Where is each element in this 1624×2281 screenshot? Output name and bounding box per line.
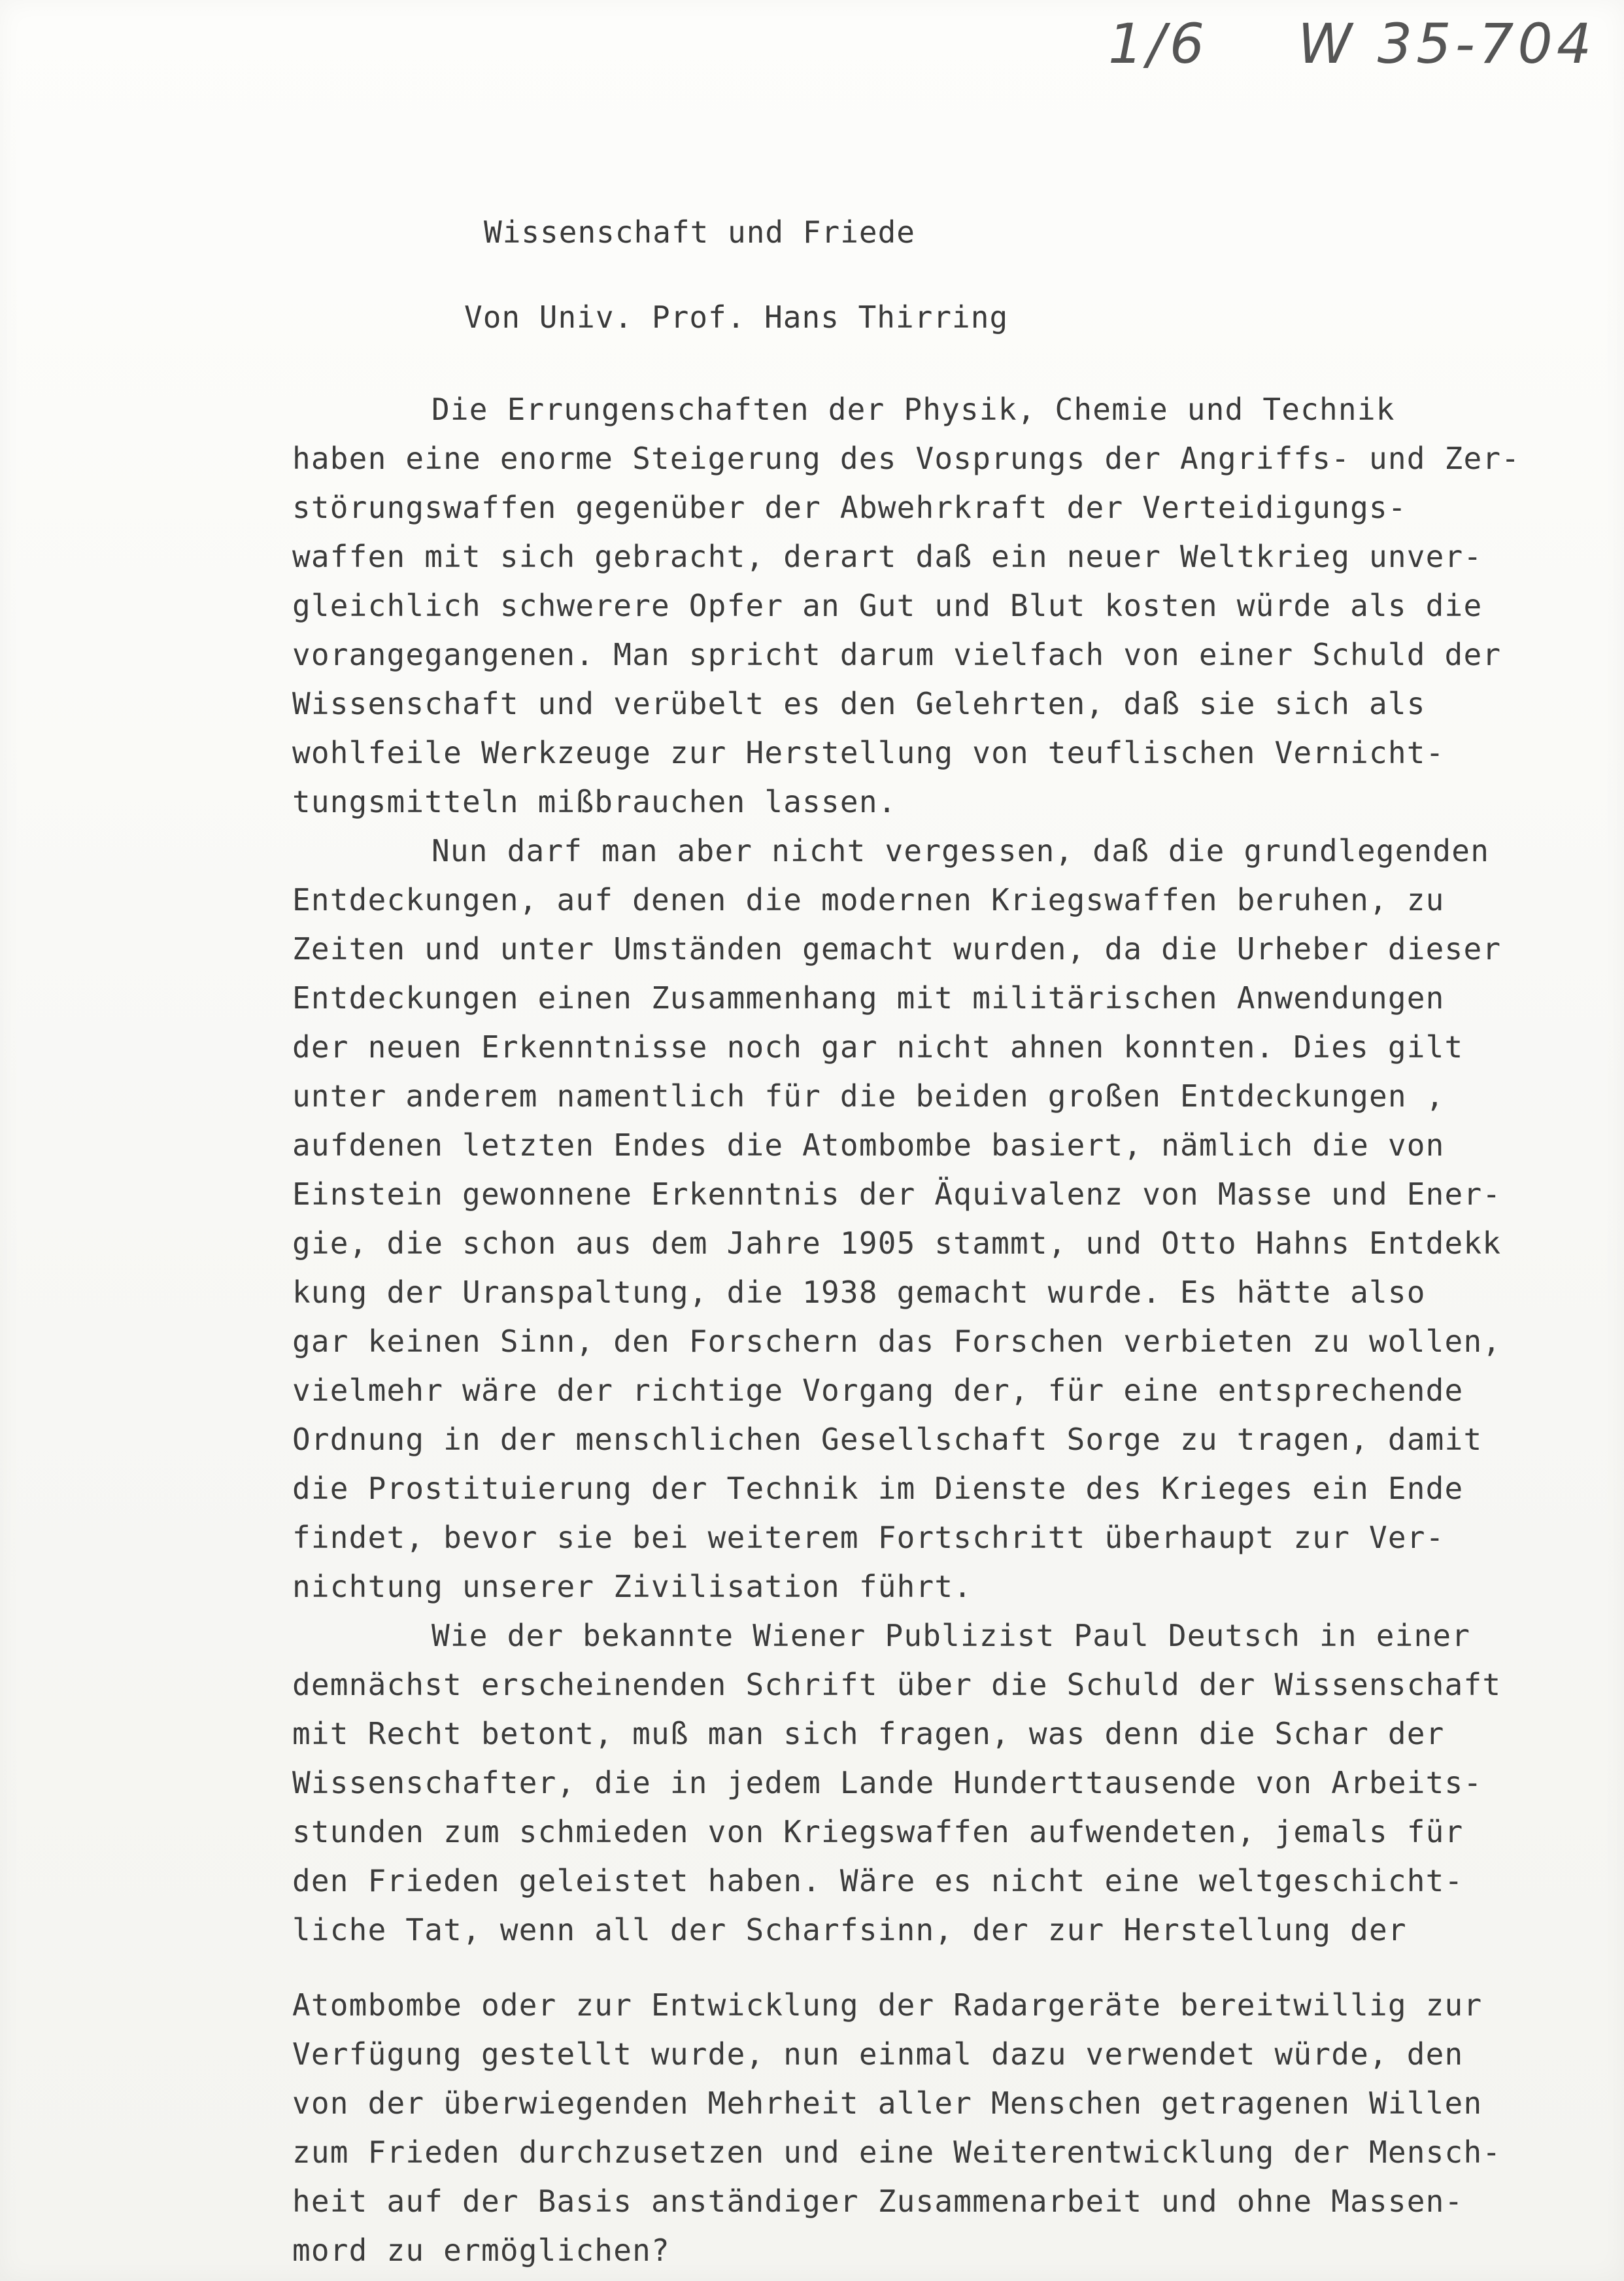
- text-line: gie, die schon aus dem Jahre 1905 stammt, und Otto Hahns Entdekk: [292, 1226, 1502, 1261]
- text-line: die Prostituierung der Technik im Dienste des Krieges ein Ende: [292, 1471, 1464, 1506]
- text-line: Wie der bekannte Wiener Publizist Paul Deutsch in einer: [431, 1618, 1471, 1653]
- text-line: liche Tat, wenn all der Scharfsinn, der zur Herstellung der: [292, 1912, 1407, 1947]
- text-line: kung der Uranspaltung, die 1938 gemacht wurde. Es hätte also: [292, 1275, 1426, 1310]
- text-line: gar keinen Sinn, den Forschern das Forschen verbieten zu wollen,: [292, 1324, 1502, 1359]
- text-line: Wissenschafter, die in jedem Lande Hunderttausende von Arbeits-: [292, 1765, 1483, 1800]
- text-line: der neuen Erkenntnisse noch gar nicht ahnen konnten. Dies gilt: [292, 1029, 1464, 1065]
- document-author: Von Univ. Prof. Hans Thirring: [464, 300, 1009, 335]
- text-line: störungswaffen gegenüber der Abwehrkraft der Verteidigungs-: [292, 490, 1407, 525]
- text-line: von der überwiegenden Mehrheit aller Menschen getragenen Willen: [292, 2085, 1483, 2121]
- document-title: Wissenschaft und Friede: [484, 214, 915, 250]
- text-line: demnächst erscheinenden Schrift über die Schuld der Wissenschaft: [292, 1667, 1502, 1702]
- page-mark-annotation: 1/6: [1108, 12, 1209, 76]
- text-line: Entdeckungen, auf denen die modernen Kriegswaffen beruhen, zu: [292, 882, 1445, 918]
- text-line: vorangegangenen. Man spricht darum vielfach von einer Schuld der: [292, 637, 1502, 672]
- text-line: stunden zum schmieden von Kriegswaffen aufwendeten, jemals für: [292, 1814, 1464, 1849]
- text-line: aufdenen letzten Endes die Atombombe basiert, nämlich die von: [292, 1127, 1445, 1163]
- text-line: gleichlich schwerere Opfer an Gut und Blut kosten würde als die: [292, 588, 1483, 623]
- text-line: Zeiten und unter Umständen gemacht wurden, da die Urheber dieser: [292, 931, 1502, 967]
- text-line: wohlfeile Werkzeuge zur Herstellung von teuflischen Vernicht-: [292, 735, 1445, 770]
- text-line: Nun darf man aber nicht vergessen, daß die grundlegenden: [431, 833, 1490, 868]
- text-line: vielmehr wäre der richtige Vorgang der, für eine entsprechende: [292, 1373, 1464, 1408]
- text-line: Die Errungenschaften der Physik, Chemie und Technik: [431, 392, 1395, 427]
- text-line: Atombombe oder zur Entwicklung der Radargeräte bereitwillig zur: [292, 1987, 1483, 2023]
- text-line: Wissenschaft und verübelt es den Gelehrten, daß sie sich als: [292, 686, 1426, 721]
- text-line: Verfügung gestellt wurde, nun einmal dazu verwendet würde, den: [292, 2036, 1464, 2072]
- text-line: haben eine enorme Steigerung des Vosprungs der Angriffs- und Zer-: [292, 441, 1521, 476]
- text-line: Entdeckungen einen Zusammenhang mit militärischen Anwendungen: [292, 980, 1445, 1016]
- archive-code-annotation: W 35-704: [1298, 12, 1596, 76]
- text-line: den Frieden geleistet haben. Wäre es nicht eine weltgeschicht-: [292, 1863, 1464, 1898]
- text-line: unter anderem namentlich für die beiden großen Entdeckungen ,: [292, 1078, 1445, 1114]
- text-line: Ordnung in der menschlichen Gesellschaft Sorge zu tragen, damit: [292, 1422, 1483, 1457]
- text-line: heit auf der Basis anständiger Zusammenarbeit und ohne Massen-: [292, 2184, 1464, 2219]
- text-line: tungsmitteln mißbrauchen lassen.: [292, 784, 897, 819]
- text-line: zum Frieden durchzusetzen und eine Weiterentwicklung der Mensch-: [292, 2135, 1502, 2170]
- text-line: mord zu ermöglichen?: [292, 2233, 670, 2268]
- text-line: waffen mit sich gebracht, derart daß ein neuer Weltkrieg unver-: [292, 539, 1483, 574]
- text-line: Einstein gewonnene Erkenntnis der Äquivalenz von Masse und Ener-: [292, 1176, 1502, 1212]
- text-line: findet, bevor sie bei weiterem Fortschritt überhaupt zur Ver-: [292, 1520, 1445, 1555]
- text-line: mit Recht betont, muß man sich fragen, was denn die Schar der: [292, 1716, 1445, 1751]
- text-line: nichtung unserer Zivilisation führt.: [292, 1569, 973, 1604]
